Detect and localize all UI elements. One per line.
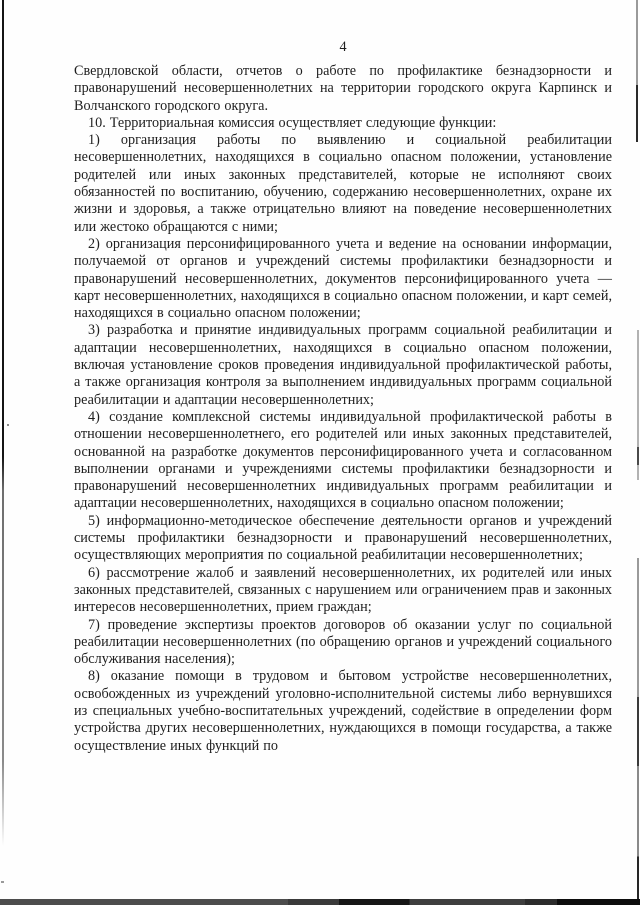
paragraph-function-3: 3) разработка и принятие индивидуальных программ социальной реабилитации и адаптации несовершеннолетних, находящихся в социально опасном положении, включая установление сроков проведения индивидуальной профилактической работы, а также организация контроля за выполнением индивидуальных программ социальной реабилитации и адаптации несовершеннолетних; (74, 322, 612, 408)
paragraph-continuation: Свердловской области, отчетов о работе по профилактике безнадзорности и правонарушений несовершеннолетних на территории городского округа Карпинск и Волчанского городского округа. (74, 63, 612, 114)
scan-artifact-right-edge-line-bottom (637, 558, 639, 905)
paragraph-function-1: 1) организация работы по выявлению и социальной реабилитации несовершеннолетних, находящихся в социально опасном положении, установление родителей или иных законных представителей, которые не исполняют своих обязанностей по воспитанию, обучению, содержанию несовершеннолетних, охране их жизни и здоровья, а также отрицательно влияют на поведение несовершеннолетних или жестоко обращаются с ними; (74, 132, 612, 235)
paragraph-function-2: 2) организация персонифицированного учета и ведение на основании информации, получаемой от органов и учреждений системы профилактики безнадзорности и правонарушений несовершеннолетних, документов персонифицированного учета — карт несовершеннолетних, находящихся в социально опасном положении, и карт семей, находящихся в социально опасном положении; (74, 235, 612, 322)
scan-artifact-left-edge-line (2, 0, 4, 846)
paragraph-function-4: 4) создание комплексной системы индивидуальной профилактической работы в отношении несовершеннолетнего, его родителей или иных законных представителей, основанной на разработке документов персонифицированного учета и согласованном выполнении органами и учреждениями системы профилактики безнадзорности и правонарушений несовершеннолетних индивидуальных программ реабилитации и адаптации несовершеннолетних, находящихся в социально опасном положении; (74, 408, 612, 512)
paragraph-function-5: 5) информационно-методическое обеспечение деятельности органов и учреждений системы профилактики безнадзорности и правонарушений несовершеннолетних, осуществляющих мероприятия по социальной реабилитации несовершеннолетних; (74, 512, 612, 564)
paragraph-function-7: 7) проведение экспертизы проектов договоров об оказании услуг по социальной реабилитации несовершеннолетних (по обращению органов и учреждений социального обслуживания населения); (74, 616, 612, 668)
page-number: 4 (339, 39, 347, 55)
paragraph-function-6: 6) рассмотрение жалоб и заявлений несовершеннолетних, их родителей или иных законных представителей, связанных с нарушением или ограничением прав и законных интересов несовершеннолетних, прием граждан; (74, 564, 612, 616)
scan-artifact-right-edge-line-top (636, 0, 638, 142)
scan-artifact-speck (7, 424, 9, 426)
scan-artifact-speck (1, 881, 4, 883)
scan-artifact-bottom-bar (0, 899, 640, 905)
paragraph-clause-10: 10. Территориальная комиссия осуществляет следующие функции: (88, 114, 497, 131)
page-content (74, 39, 612, 755)
body-text (74, 63, 612, 755)
paragraph-function-8: 8) оказание помощи в трудовом и бытовом устройстве несовершеннолетних, освобожденных из учреждений уголовно-исполнительной системы либо вернувшихся из специальных учебно-воспитательных учреждений, содействие в определении форм устройства других несовершеннолетних, нуждающихся в помощи государства, а также осуществление иных функций по (74, 668, 612, 754)
scan-artifact-right-edge-line-mid (637, 330, 639, 480)
